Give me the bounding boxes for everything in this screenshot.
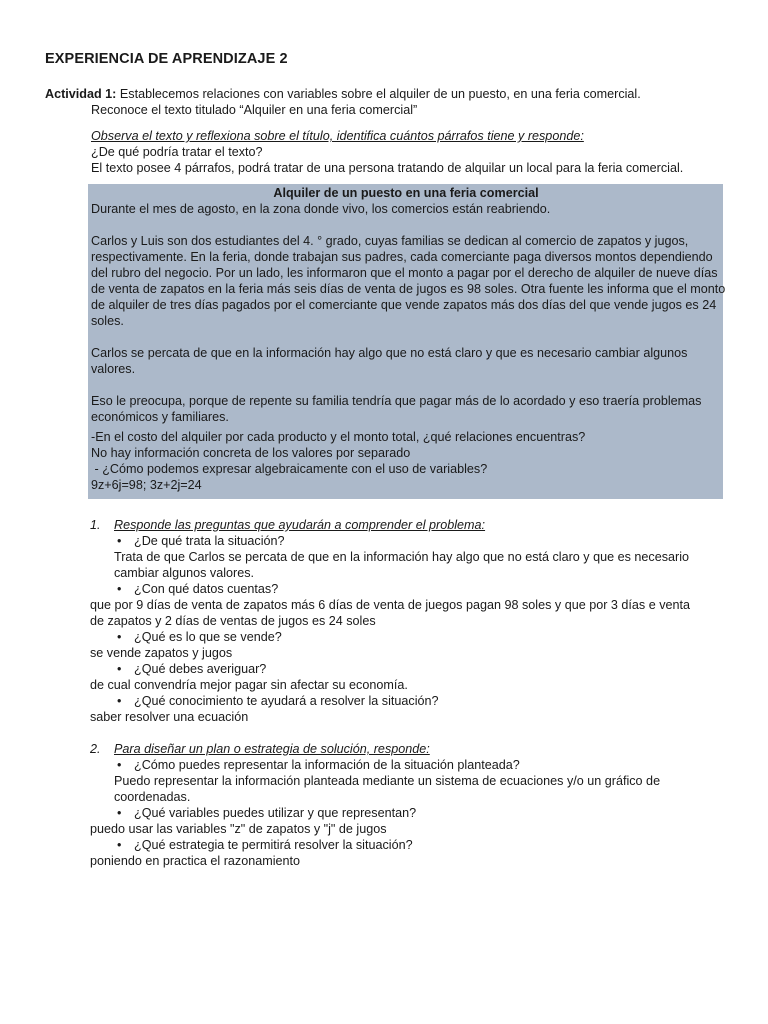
paragraph-line: Carlos y Luis son dos estudiantes del 4. ° grado, cuyas familias se dedican al comercio de zapatos y jugos,: [91, 234, 689, 248]
answer-line: Trata de que Carlos se percata de que en la información hay algo que no está claro y que es necesario: [114, 550, 690, 564]
reading-paragraph-1: Durante el mes de agosto, en la zona donde vivo, los comercios están reabriendo.: [91, 202, 551, 216]
paragraph-line: de alquiler de tres días pagados por el comerciante que vende zapatos más dos días del que vende jugos es 24: [91, 298, 717, 312]
paragraph-line: respectivamente. En la feria, donde trabajan sus padres, cada comerciante paga diversos montos dependiendo: [91, 250, 713, 264]
section-1: [90, 517, 730, 725]
bullet-icon: •: [117, 630, 122, 644]
paragraph-line: del rubro del negocio. Por un lado, les informaron que el monto a pagar por el derecho de alquiler de nueve días: [91, 266, 718, 280]
question-item: [114, 581, 730, 597]
reading-paragraph-4: [91, 393, 721, 425]
section-1-body-4: [90, 693, 730, 709]
section-2-title: Para diseñar un plan o estrategia de solución, responde:: [114, 742, 430, 756]
question-item: [114, 693, 730, 709]
reading-box: [88, 184, 726, 499]
section-1-title: Responde las preguntas que ayudarán a comprender el problema:: [114, 518, 486, 532]
question-text: ¿Qué variables puedes utilizar y que representan?: [134, 806, 417, 820]
section-1-number: 1.: [90, 518, 101, 532]
intro-instruction: Observa el texto y reflexiona sobre el título, identifica cuántos párrafos tiene y responde:: [91, 129, 584, 143]
intro-answer: El texto posee 4 párrafos, podrá tratar de una persona tratando de alquilar un local para la feria comercial.: [91, 161, 684, 175]
section-2: [90, 741, 730, 869]
section-2-body-2: [90, 837, 730, 853]
question-text: ¿Qué es lo que se vende?: [134, 630, 282, 644]
bullet-icon: •: [117, 694, 122, 708]
question-text: ¿Cómo puedes representar la información de la situación planteada?: [134, 758, 520, 772]
bullet-icon: •: [117, 534, 122, 548]
question-text: ¿Con qué datos cuentas?: [134, 582, 279, 596]
reading-title: Alquiler de un puesto en una feria comercial: [273, 186, 539, 200]
question-item: [114, 805, 730, 821]
question-item: [114, 661, 730, 677]
intro-block: [91, 128, 741, 176]
bullet-icon: •: [117, 806, 122, 820]
paragraph-line: Eso le preocupa, porque de repente su familia tendría que pagar más de lo acordado y eso traería problemas: [91, 394, 702, 408]
bullet-icon: •: [117, 662, 122, 676]
answer-line: de zapatos y 2 días de ventas de jugos es 24 soles: [90, 614, 376, 628]
activity-text: Establecemos relaciones con variables sobre el alquiler de un puesto, en una feria comercial.: [116, 87, 641, 101]
reading-paragraph-3: [91, 345, 721, 377]
document-heading: EXPERIENCIA DE APRENDIZAJE 2: [45, 51, 288, 67]
intro-question: ¿De qué podría tratar el texto?: [91, 145, 263, 159]
question-text: ¿Qué conocimiento te ayudará a resolver la situación?: [134, 694, 439, 708]
box-answer-1: No hay información concreta de los valores por separado: [91, 446, 411, 460]
box-question-1: -En el costo del alquiler por cada producto y el monto total, ¿qué relaciones encuentras?: [91, 430, 586, 444]
answer-line: puedo usar las variables "z" de zapatos y "j" de jugos: [90, 822, 387, 836]
paragraph-line: valores.: [91, 362, 136, 376]
answer-line: cambiar algunos valores.: [114, 566, 255, 580]
reading-paragraph-2: [91, 233, 726, 329]
answer-line: se vende zapatos y jugos: [90, 646, 233, 660]
activity-subtitle: Reconoce el texto titulado “Alquiler en una feria comercial”: [91, 103, 418, 117]
section-2-header: [90, 741, 730, 757]
answer-line: poniendo en practica el razonamiento: [90, 854, 301, 868]
answer-line: coordenadas.: [114, 790, 191, 804]
box-answer-2: 9z+6j=98; 3z+2j=24: [91, 478, 202, 492]
question-text: ¿Qué estrategia te permitirá resolver la situación?: [134, 838, 413, 852]
section-1-header: [90, 517, 730, 533]
bullet-icon: •: [117, 582, 122, 596]
section-2-body: [90, 757, 730, 821]
box-question-2: - ¿Cómo podemos expresar algebraicamente con el uso de variables?: [91, 462, 488, 476]
answer-line: Puedo representar la información planteada mediante un sistema de ecuaciones y/o un gráfico de: [114, 774, 661, 788]
section-1-body-3: [90, 661, 730, 677]
paragraph-line: de venta de zapatos en la feria más seis días de venta de jugos es 98 soles. Otra fuente les informa que el monto: [91, 282, 726, 296]
section-2-number: 2.: [90, 742, 101, 756]
answer-line: que por 9 días de venta de zapatos más 6 días de venta de juegos pagan 98 soles y que por 3 días e venta: [90, 598, 691, 612]
question-item: [114, 629, 730, 645]
question-item: [114, 533, 730, 549]
answer-line: saber resolver una ecuación: [90, 710, 249, 724]
activity-label: Actividad 1:: [45, 87, 117, 101]
activity-block: [45, 86, 745, 118]
paragraph-line: soles.: [91, 314, 124, 328]
question-item: [114, 757, 730, 773]
activity-line: [45, 86, 745, 102]
paragraph-line: económicos y familiares.: [91, 410, 229, 424]
bullet-icon: •: [117, 838, 122, 852]
question-text: ¿Qué debes averiguar?: [134, 662, 267, 676]
section-1-body-2: [90, 629, 730, 645]
bullet-icon: •: [117, 758, 122, 772]
section-1-body: [90, 533, 730, 597]
question-text: ¿De qué trata la situación?: [134, 534, 285, 548]
paragraph-line: Carlos se percata de que en la información hay algo que no está claro y que es necesario cambiar algunos: [91, 346, 688, 360]
answer-line: de cual convendría mejor pagar sin afectar su economía.: [90, 678, 408, 692]
question-item: [114, 837, 730, 853]
